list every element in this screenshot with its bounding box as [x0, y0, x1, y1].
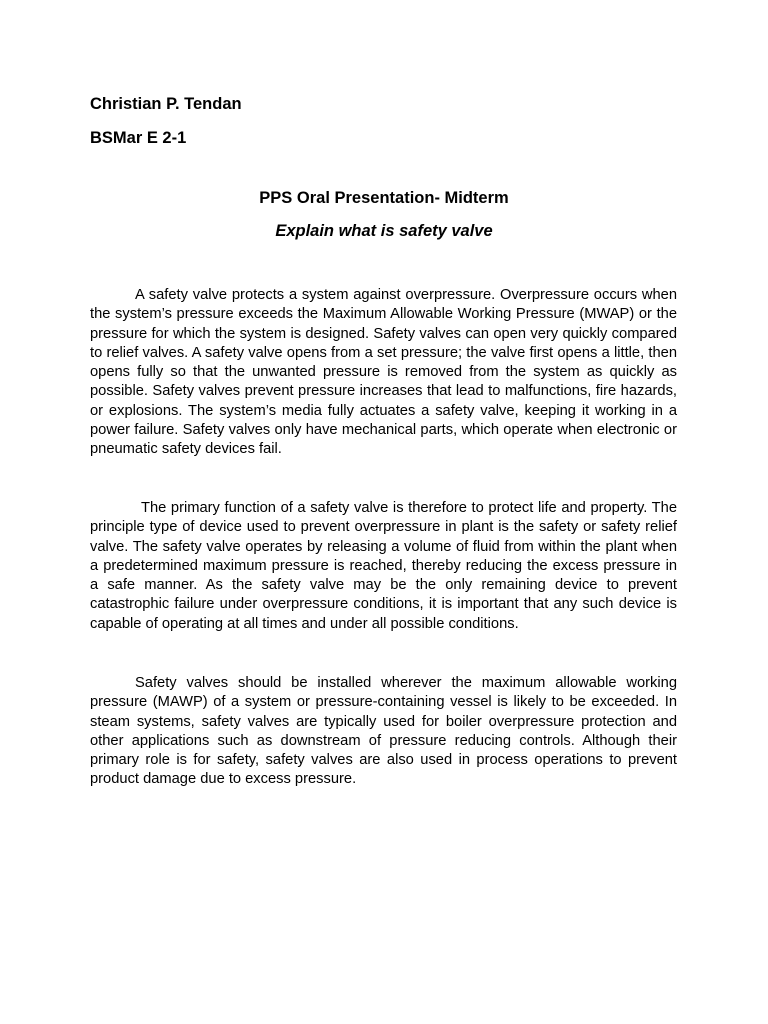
document-title: PPS Oral Presentation- Midterm [259, 189, 509, 207]
body-paragraph-1: A safety valve protects a system against overpressure. Overpressure occurs when the system’s pressure exceeds the Maximum Allowable Working Pressure (MWAP) or the pressure for which the system is designed. Safety valves can open very quickly compared to relief valves. A safety valve opens from a set pressure; the valve first opens a little, then opens fully so that the unwanted pressure is removed from the system as quickly as possible. Safety valves prevent pressure increases that lead to malfunctions, fire hazards, or explosions. The system’s media fully actuates a safety valve, keeping it working in a power failure. Safety valves only have mechanical parts, which operate when electronic or pneumatic safety devices fail. [90, 287, 677, 458]
body-paragraph-2: The primary function of a safety valve is therefore to protect life and property. The principle type of device used to prevent overpressure in plant is the safety or safety relief valve. The safety valve operates by releasing a volume of fluid from within the plant when a predetermined maximum pressure is reached, thereby reducing the excess pressure in a safe manner. As the safety valve may be the only remaining device to prevent catastrophic failure under overpressure conditions, it is important that any such device is capable of operating at all times and under all possible conditions. [90, 500, 677, 632]
body-paragraph-3: Safety valves should be installed wherever the maximum allowable working pressure (MAWP) of a system or pressure-containing vessel is likely to be exceeded. In steam systems, safety valves are typically used for boiler overpressure protection and other applications such as downstream of pressure reducing controls. Although their primary role is for safety, safety valves are also used in process operations to prevent product damage due to excess pressure. [90, 675, 677, 788]
author-name: Christian P. Tendan [90, 95, 242, 113]
class-section: BSMar E 2-1 [90, 129, 187, 147]
document-subtitle: Explain what is safety valve [275, 222, 493, 240]
